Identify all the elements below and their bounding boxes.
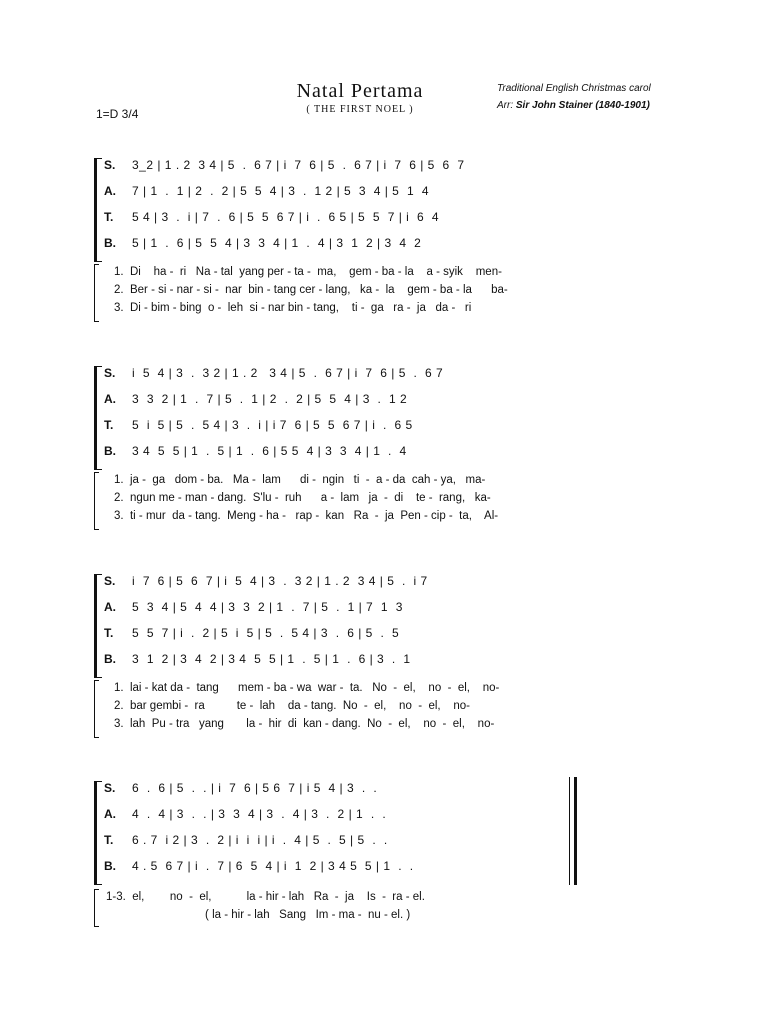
lyrics-verse-1: 1. ja - ga dom - ba. Ma - lam di - ngin ti - a - da cah - ya, ma- (114, 474, 486, 486)
lyrics-refrain: 1-3. el, no - el, la - hir - lah Ra - ja Is - ra - el. (106, 891, 425, 903)
notes-alto: 4 . 4 | 3 . . | 3 3 4 | 3 . 4 | 3 . 2 | 1 . . (132, 807, 387, 821)
voice-label-tenor: T. (104, 626, 114, 640)
voice-label-soprano: S. (104, 158, 116, 172)
score-system-4 (94, 773, 594, 933)
voice-label-soprano: S. (104, 366, 116, 380)
origin-credit: Traditional English Christmas carol (497, 83, 651, 94)
notes-bass: 3 4 5 5 | 1 . 5 | 1 . 6 | 5 5 4 | 3 3 4 | 1 . 4 (132, 444, 407, 458)
lyrics-verse-3: 3. Di - bim - bing o - leh si - nar bin - tang, ti - ga ra - ja da - ri (114, 302, 472, 314)
lyrics-verse-2: 2. ngun me - man - dang. S'lu - ruh a - lam ja - di te - rang, ka- (114, 492, 491, 504)
notes-tenor: 5 5 7 | i . 2 | 5 i 5 | 5 . 5 4 | 3 . 6 | 5 . 5 (132, 626, 400, 640)
notes-alto: 3 3 2 | 1 . 7 | 5 . 1 | 2 . 2 | 5 5 4 | 3 . 1 2 (132, 392, 408, 406)
notes-soprano: 3_2 | 1 . 2 3 4 | 5 . 6 7 | i 7 6 | 5 . 6 7 | i 7 6 | 5 6 7 (132, 158, 465, 172)
lyrics-verse-3: 3. lah Pu - tra yang la - hir di kan - dang. No - el, no - el, no- (114, 718, 495, 730)
notes-tenor: 5 4 | 3 . i | 7 . 6 | 5 5 6 7 | i . 6 5 | 5 5 7 | i 6 4 (132, 210, 440, 224)
lyrics-verse-3: 3. ti - mur da - tang. Meng - ha - rap - kan Ra - ja Pen - cip - ta, Al- (114, 510, 499, 522)
voice-label-bass: B. (104, 652, 116, 666)
voice-label-bass: B. (104, 444, 116, 458)
voice-label-alto: A. (104, 807, 116, 821)
notes-soprano: 6 . 6 | 5 . . | i 7 6 | 5 6 7 | i 5 4 | 3 . . (132, 781, 378, 795)
score-system-3 (94, 566, 654, 746)
score-system-1 (94, 150, 654, 330)
voice-label-soprano: S. (104, 781, 116, 795)
final-barline (574, 777, 577, 885)
notes-alto: 5 3 4 | 5 4 4 | 3 3 2 | 1 . 7 | 5 . 1 | 7 1 3 (132, 600, 403, 614)
notes-bass: 4 . 5 6 7 | i . 7 | 6 5 4 | i 1 2 | 3 4 5 5 | 1 . . (132, 859, 414, 873)
notes-tenor: 6 . 7 i 2 | 3 . 2 | i i i | i . 4 | 5 . 5 | 5 . . (132, 833, 388, 847)
voice-label-alto: A. (104, 600, 116, 614)
song-subtitle: ( THE FIRST NOEL ) (306, 104, 414, 115)
lyrics-verse-2: 2. Ber - si - nar - si - nar bin - tang cer - lang, ka - la gem - ba - la ba- (114, 284, 508, 296)
voice-label-tenor: T. (104, 210, 114, 224)
notes-tenor: 5 i 5 | 5 . 5 4 | 3 . i | i 7 6 | 5 5 6 7 | i . 6 5 (132, 418, 413, 432)
arranger-credit: Arr: Sir John Stainer (1840-1901) (497, 100, 650, 111)
voice-label-alto: A. (104, 392, 116, 406)
score-system-2 (94, 358, 654, 538)
final-barline-thin (569, 777, 570, 885)
key-signature: 1=D 3/4 (96, 107, 139, 121)
notes-soprano: i 5 4 | 3 . 3 2 | 1 . 2 3 4 | 5 . 6 7 | i 7 6 | 5 . 6 7 (132, 366, 444, 380)
voice-label-tenor: T. (104, 418, 114, 432)
song-title: Natal Pertama (296, 80, 424, 102)
notes-bass: 5 | 1 . 6 | 5 5 4 | 3 3 4 | 1 . 4 | 3 1 2 | 3 4 2 (132, 236, 422, 250)
voice-label-alto: A. (104, 184, 116, 198)
notes-bass: 3 1 2 | 3 4 2 | 3 4 5 5 | 1 . 5 | 1 . 6 | 3 . 1 (132, 652, 411, 666)
lyrics-verse-1: 1. lai - kat da - tang mem - ba - wa war - ta. No - el, no - el, no- (114, 682, 500, 694)
lyrics-refrain-alt: ( la - hir - lah Sang Im - ma - nu - el. ) (106, 909, 411, 921)
voice-label-bass: B. (104, 859, 116, 873)
notes-alto: 7 | 1 . 1 | 2 . 2 | 5 5 4 | 3 . 1 2 | 5 3 4 | 5 1 4 (132, 184, 430, 198)
voice-label-bass: B. (104, 236, 116, 250)
lyrics-verse-1: 1. Di ha - ri Na - tal yang per - ta - ma, gem - ba - la a - syik men- (114, 266, 502, 278)
notes-soprano: i 7 6 | 5 6 7 | i 5 4 | 3 . 3 2 | 1 . 2 3 4 | 5 . i 7 (132, 574, 428, 588)
voice-label-tenor: T. (104, 833, 114, 847)
lyrics-verse-2: 2. bar gembi - ra te - lah da - tang. No - el, no - el, no- (114, 700, 471, 712)
voice-label-soprano: S. (104, 574, 116, 588)
